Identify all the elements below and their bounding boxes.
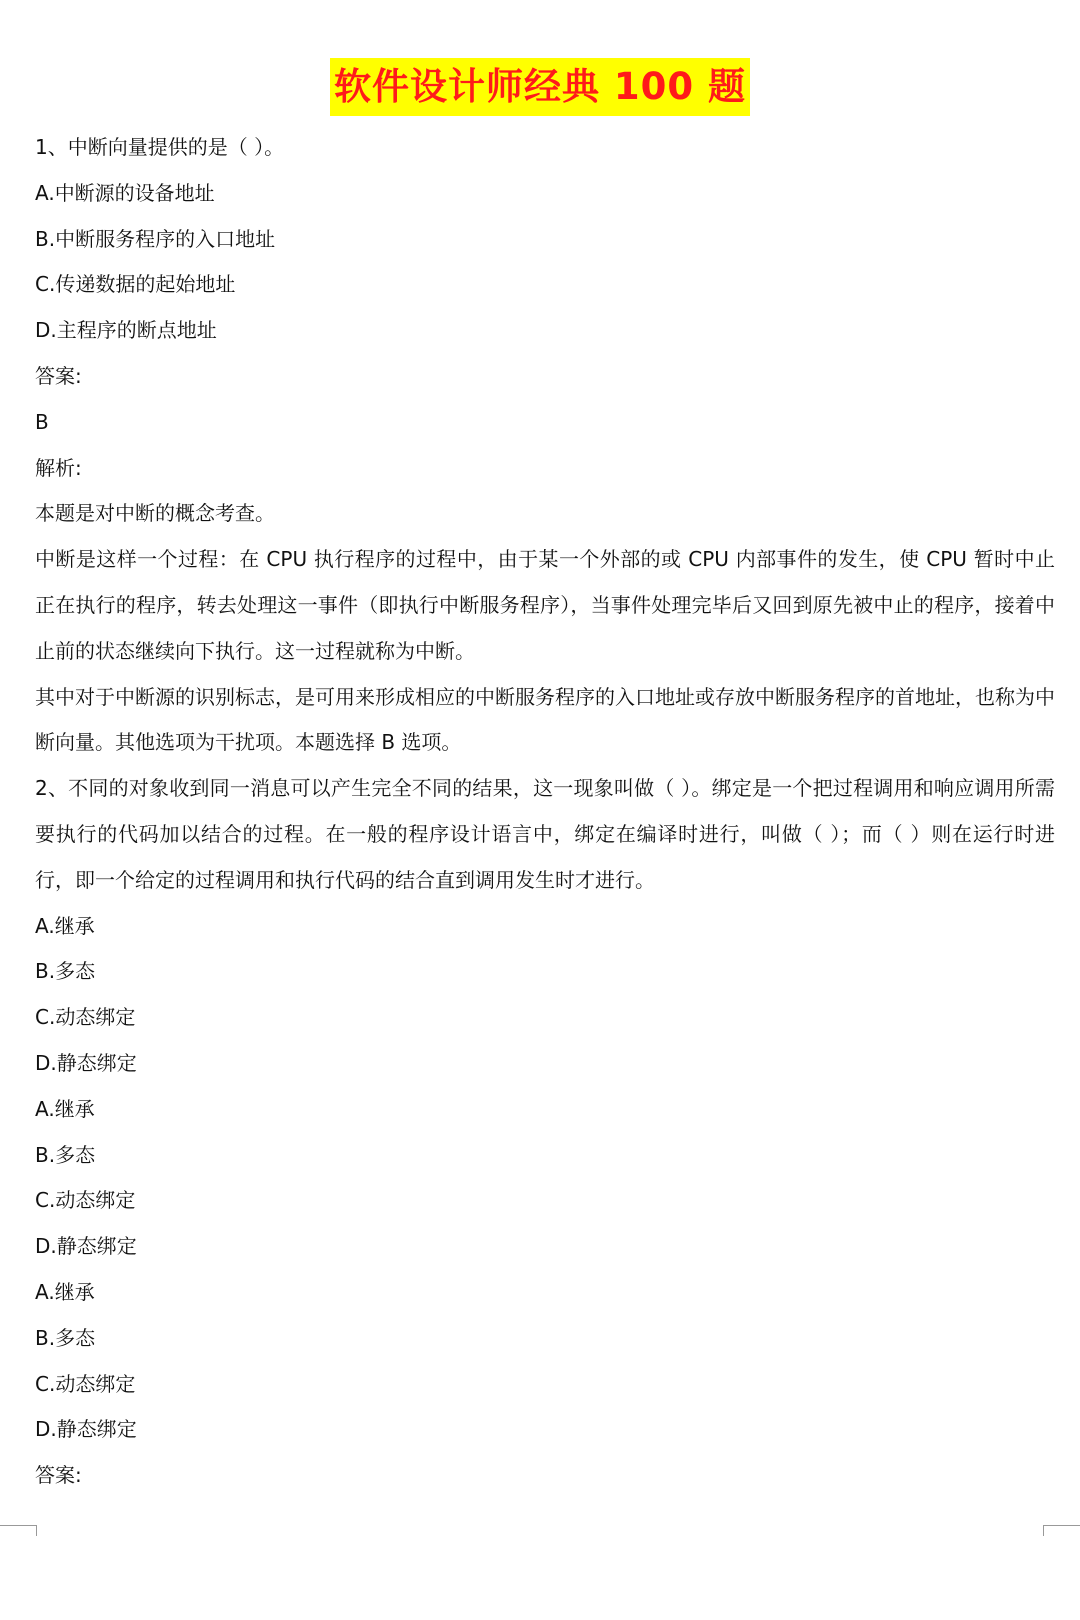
question-1-option-c: C.传递数据的起始地址 xyxy=(35,272,236,297)
question-2-group-2-option-d: D.静态绑定 xyxy=(35,1234,137,1259)
question-1-option-d: D.主程序的断点地址 xyxy=(35,318,217,343)
question-2-stem: 2、不同的对象收到同一消息可以产生完全不同的结果，这一现象叫做（ ）。绑定是一个把过程调用和响应调用所需要执行的代码加以结合的过程。在一般的程序设计语言中，绑定在编译时进行，叫做（ ）；而（ ）则在运行时进行，即一个给定的过程调用和执行代码的结合直到调用发生时才进行。 xyxy=(35,776,1055,892)
page-corner-mark-right xyxy=(1043,1525,1080,1536)
question-2-group-1-option-b: B.多态 xyxy=(35,959,96,984)
question-1-analysis-conclusion: 其中对于中断源的识别标志，是可用来形成相应的中断服务程序的入口地址或存放中断服务程序的首地址，也称为中断向量。其他选项为干扰项。本题选择 B 选项。 xyxy=(35,684,1055,755)
question-2-group-1-option-d: D.静态绑定 xyxy=(35,1050,137,1075)
question-2-group-2-option-a: A.继承 xyxy=(35,1096,95,1121)
question-1-answer-label: 答案: xyxy=(35,363,82,388)
question-2-group-3-option-a: A.继承 xyxy=(35,1279,95,1304)
question-2-group-1-option-a: A.继承 xyxy=(35,913,95,938)
document-title: 软件设计师经典 100 题 xyxy=(330,58,750,116)
question-1-stem: 1、中断向量提供的是（ ）。 xyxy=(35,135,285,159)
question-2-group-2-option-c: C.动态绑定 xyxy=(35,1188,136,1213)
page-corner-mark-left xyxy=(0,1525,37,1536)
document-body xyxy=(35,125,1055,1499)
question-1-option-a: A.中断源的设备地址 xyxy=(35,180,215,205)
title-area xyxy=(0,58,1080,116)
question-1-analysis-label: 解析: xyxy=(35,455,82,480)
question-2-group-1-option-c: C.动态绑定 xyxy=(35,1005,136,1030)
question-2-group-3-option-d: D.静态绑定 xyxy=(35,1417,137,1442)
question-2-answer-label: 答案: xyxy=(35,1463,82,1488)
question-1-analysis-intro: 本题是对中断的概念考查。 xyxy=(35,501,275,526)
question-2-group-2-option-b: B.多态 xyxy=(35,1142,96,1167)
question-1-analysis-definition: 中断是这样一个过程：在 CPU 执行程序的过程中，由于某一个外部的或 CPU 内部事件的发生，使 CPU 暂时中止正在执行的程序，转去处理这一事件（即执行中断服务程序），当事件处理完毕后又回到原先被中止的程序，接着中止前的状态继续向下执行。这一过程就称为中断。 xyxy=(35,547,1055,663)
question-1-answer: B xyxy=(35,409,49,434)
question-1-option-b: B.中断服务程序的入口地址 xyxy=(35,226,276,251)
question-2-group-3-option-c: C.动态绑定 xyxy=(35,1371,136,1396)
question-2-group-3-option-b: B.多态 xyxy=(35,1325,96,1350)
